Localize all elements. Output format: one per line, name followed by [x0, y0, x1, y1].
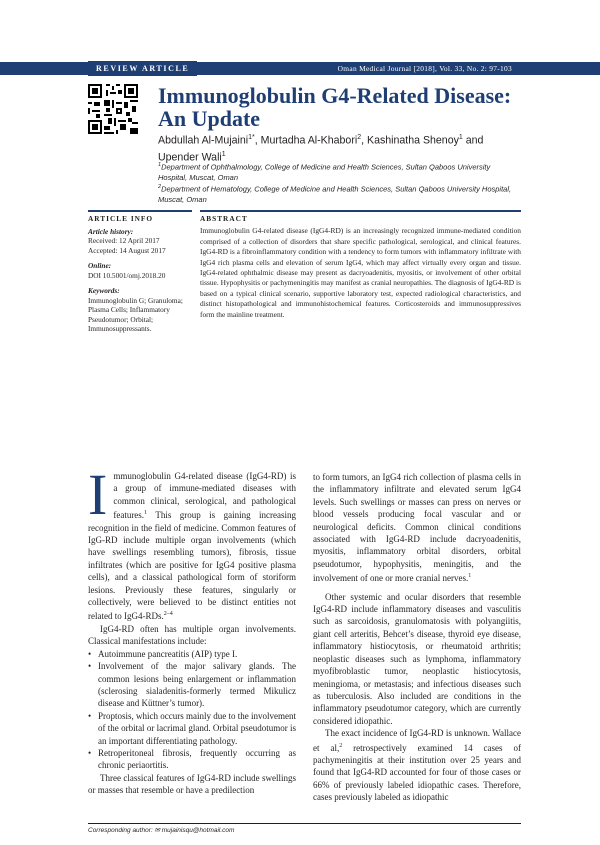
body-text: The exact incidence of IgG4-RD is unknown. Wallace et al, — [313, 728, 521, 753]
article-info-heading: ARTICLE INFO — [88, 214, 154, 223]
body-paragraph: IgG4-RD often has multiple organ involvements. Classical manifestations include: — [88, 623, 296, 647]
article-info-panel — [88, 214, 196, 334]
citation-ref[interactable]: 1 — [144, 510, 148, 517]
citation-ref[interactable]: 2–4 — [163, 611, 173, 618]
received-date: Received: 12 April 2017 — [88, 236, 160, 245]
author-name[interactable]: Murtadha Al-Khabori — [260, 134, 358, 147]
list-item: • Involvement of the major salivary glands. The common lesions being enlargement or inflammation (sclerosing sialadenitis-formerly termed Mikulicz disease and Küttner’s tumor). — [88, 660, 296, 710]
affiliation-text: Department of Hematology, College of Medicine and Health Sciences, Sultan Qaboos University Hospital, Muscat, Oman — [158, 184, 512, 204]
accepted-date: Accepted: 14 August 2017 — [88, 245, 166, 255]
abstract — [200, 214, 521, 320]
journal-citation: Oman Medical Journal [2018], Vol. 33, No. 2: 97-103 — [337, 64, 512, 73]
online-label: Online: — [88, 261, 112, 270]
author-affiliation-mark: 1 — [458, 134, 463, 141]
author-separator: , — [254, 134, 261, 147]
manifestation-list — [88, 648, 296, 772]
body-text: mmunoglobulin G4-related disease (IgG4-RD) is a group of immune-mediated diseases with common clinical, serological, and pathological features. — [113, 471, 296, 521]
doi-link[interactable]: DOI 10.5001/omj.2018.20 — [88, 270, 166, 280]
author-affiliation-mark: 1 — [221, 150, 226, 158]
citation-ref[interactable]: 1 — [468, 573, 472, 580]
author-name[interactable]: Upender Wali — [158, 151, 222, 164]
body-text: to form tumors, an IgG4 rich collection of plasma cells in the inflammatory infiltrate and elevated serum IgG4 levels. Such swellings or masses can press on nerves or blood vessels producing focal vascular and or neurological deficits. Common clinical conditions associated with IgG4-RD include dacryoadenitis, myositis, inflammatory orbital disorders, orbital pseudotumor, hypophysitis, meningitis, and the involvement of one or more cranial nerves. — [313, 472, 521, 584]
keywords-list: Immunoglobulin G; Granuloma; Plasma Cells; Inflammatory Pseudotumor; Orbital; Immunosuppressants. — [88, 295, 183, 333]
divider — [88, 210, 192, 212]
author-name[interactable]: Abdullah Al-Mujaini — [158, 134, 249, 147]
drop-cap: I — [88, 462, 108, 527]
body-column-left — [88, 462, 296, 797]
body-paragraph — [313, 727, 521, 803]
author-separator: , — [361, 134, 367, 147]
divider — [200, 210, 521, 212]
body-column-right — [313, 471, 521, 804]
qr-code-icon[interactable] — [88, 84, 138, 134]
affiliation — [158, 160, 518, 183]
article-title — [158, 84, 518, 130]
body-paragraph: Three classical features of IgG4-RD include swellings or masses that resemble or have a predilection — [88, 772, 296, 796]
body-text: This group is gaining increasing recognition in the field of medicine. Common features of IgG-RD include multiple organ involvements (which have swellings resembling tumors), fibrosis, tissue infiltrates (which are positive for IgG4 positive plasma cells), and a classical pathological form of storiform lesions. Previously these features, singularly or collectively, were believed to be distinct entities not related to IgG4-RDs. — [88, 510, 296, 622]
abstract-heading: ABSTRACT — [200, 214, 248, 223]
keywords-label: Keywords: — [88, 286, 120, 295]
body-text: retrospectively examined 14 cases of pachymeningitis at their institution over 25 years and found that IgG4-RD accounted for four of those cases or 66% of previously labeled idiopathic cases. Therefore, cases previously labeled as idiopathic — [313, 742, 521, 803]
article-type-tag: REVIEW ARTICLE — [88, 61, 197, 76]
citation-ref[interactable]: 2 — [339, 742, 343, 749]
affiliation — [158, 182, 518, 205]
list-item: • Retroperitoneal fibrosis, frequently occurring as chronic periaortitis. — [88, 747, 296, 772]
abstract-text: Immunoglobulin G4-related disease (IgG4-RD) is an increasingly recognized immune-mediated condition comprised of a collection of disorders that share specific pathological, serological, and clinical features. IgG4-RD is a fibroinflammatory condition with a tendency to form tumors with inflammatory infiltrate with IgG4 rich plasma cells and elevation of serum IgG4, which may affect virtually every organ and tissue. IgG4-related ophthalmic disease may present as dacryoadenitis, myositis, or involvement of other orbital tissue. Hypophysitis or pachymeningitis may manifest as cranial neuropathies. The diagnosis of IgG4-RD is based on a typical clinical scenario, supportive laboratory test, expected radiological characteristics, and distinct histopathological and immunohistochemical features. Corticosteroids and immunosuppressives form the mainline treatment. — [200, 226, 521, 319]
title-line-2: An Update — [158, 106, 261, 131]
title-line-1: Immunoglobulin G4-Related Disease: — [158, 83, 512, 108]
footer-divider — [88, 823, 521, 824]
list-item: • Autoimmune pancreatitis (AIP) type I. — [88, 648, 296, 660]
list-item: • Proptosis, which occurs mainly due to the involvement of the orbital or lacrimal gland. Orbital pseudotumor is an important differentiating pathology. — [88, 710, 296, 747]
author-affiliation-mark: 1* — [248, 134, 255, 141]
affiliation-mark: 2 — [158, 184, 162, 190]
corresponding-author[interactable]: Corresponding author: ✉ mujainisqu@hotmail.com — [88, 827, 235, 834]
author-name[interactable]: Kashinatha Shenoy — [367, 134, 459, 147]
affiliation-mark: 1 — [158, 162, 162, 168]
author-affiliation-mark: 2 — [357, 134, 362, 141]
body-paragraph: Other systemic and ocular disorders that resemble IgG4-RD include inflammatory diseases and vasculitis such as sarcoidosis, granulomatosis with polyangiitis, giant cell arteritis, Behcet’s disease, thyroid eye disease, inflammatory histiocytosis, or rheumatoid arthritis; neoplastic diseases such as lymphoma, inflammatory myofibroblastic tumor, neoplastic histiocytosis, meningioma, or metastasis; and infectious diseases such as tuberculosis. Also included are conditions in the inflammatory pseudotumor category, which are currently considered idiopathic. — [313, 591, 521, 726]
author-separator: and — [462, 134, 484, 147]
history-label: Article history: — [88, 226, 134, 236]
affiliation-text: Department of Ophthalmology, College of Medicine and Health Sciences, Sultan Qaboos University Hospital, Muscat, Oman — [158, 162, 491, 182]
